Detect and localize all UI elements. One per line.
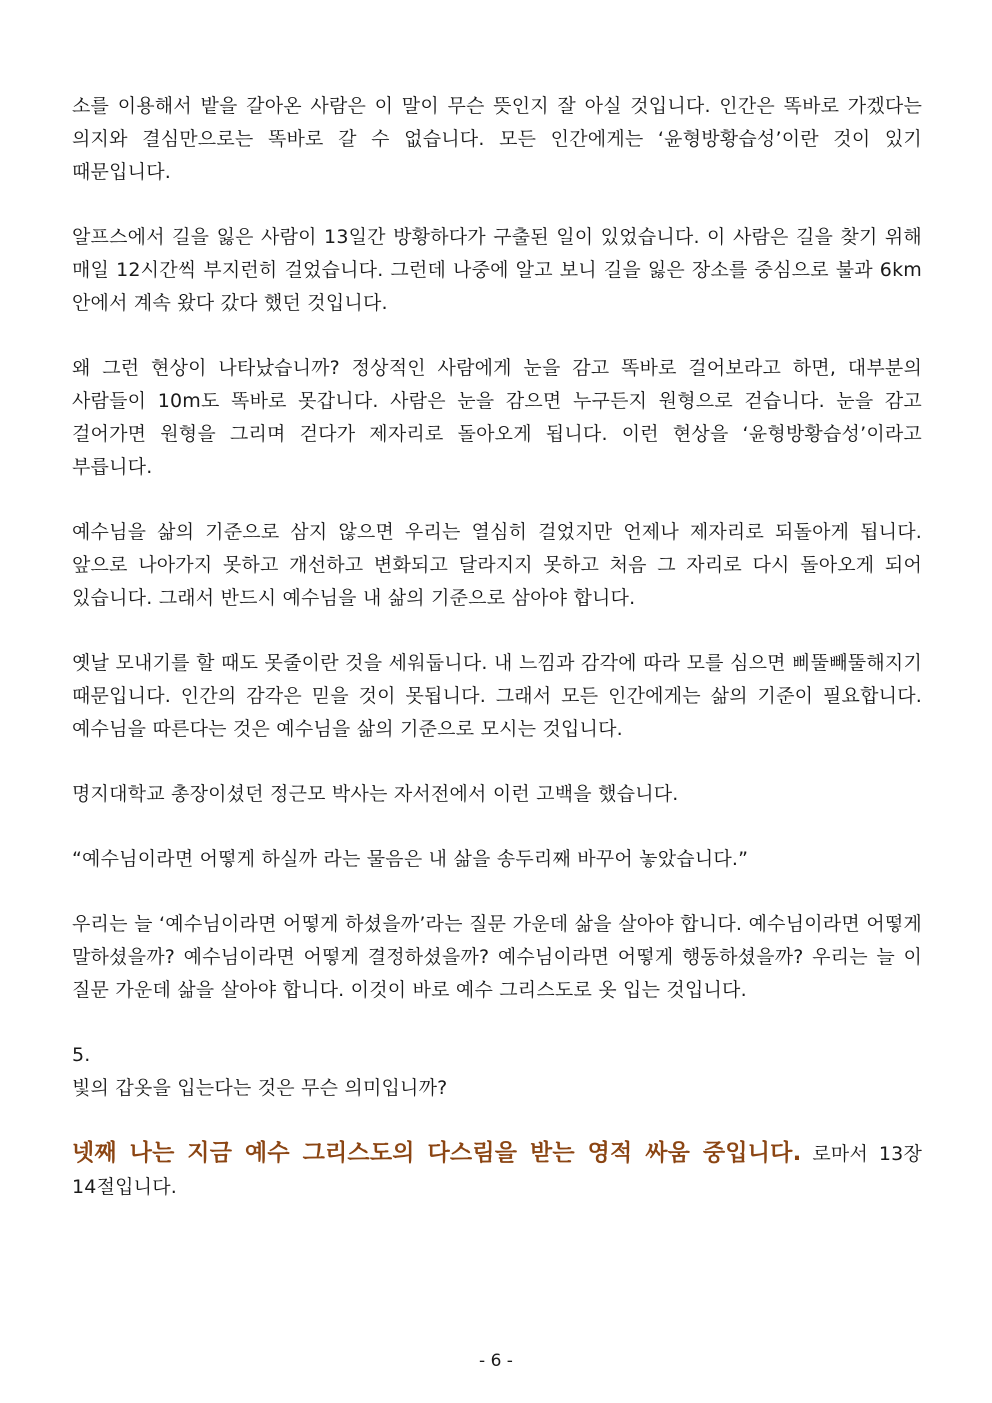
section-number: 5. [72,1044,91,1066]
paragraph-questions: 우리는 늘 ‘예수님이라면 어떻게 하셨을까’라는 질문 가운데 삶을 살아야 합니다. 예수님이라면 어떻게 말하셨을까? 예수님이라면 어떻게 결정하셨을까? 예수님이라면 어떻게 행동하셨을까? 우리는 늘 이 질문 가운데 삶을 살아야 합니다. 이것이 바로 예수 그리스도로 옷 입는 것입니다. [72,913,922,1001]
paragraph-rice-planting: 옛날 모내기를 할 때도 못줄이란 것을 세워둡니다. 내 느낌과 감각에 따라 모를 심으면 삐뚤빼뚤해지기 때문입니다. 인간의 감각은 믿을 것이 못됩니다. 그래서 모든 인간에게는 삶의 기준이 필요합니다. 예수님을 따른다는 것은 예수님을 삶의 기준으로 모시는 것입니다. [72,652,922,740]
paragraph-alps: 알프스에서 길을 잃은 사람이 13일간 방황하다가 구출된 일이 있었습니다. 이 사람은 길을 찾기 위해 매일 12시간씩 부지런히 걸었습니다. 그런데 나중에 알고 보니 길을 잃은 장소를 중심으로 불과 6km 안에서 계속 왔다 갔다 했던 것입니다. [72,226,922,314]
section-title: 빛의 갑옷을 입는다는 것은 무슨 의미입니까? [72,1077,448,1099]
page-number: - 6 - [479,1351,513,1371]
paragraph-emphasis [72,1137,922,1204]
emphasis-tail: 로마서 13장 14절입니다. [72,1143,922,1198]
paragraph-life-standard: 예수님을 삶의 기준으로 삼지 않으면 우리는 열심히 걸었지만 언제나 제자리로 되돌아게 됩니다. 앞으로 나아가지 못하고 개선하고 변화되고 달라지지 못하고 처음 그 자리로 다시 돌아오게 되어 있습니다. 그래서 반드시 예수님을 내 삶의 기준으로 삼아야 합니다. [72,521,922,609]
document-body [72,90,922,1236]
emphasis-text: 넷째 나는 지금 예수 그리스도의 다스림을 받는 영적 싸움 중입니다. [72,1140,802,1166]
paragraph-quote: “예수님이라면 어떻게 하실까 라는 물음은 내 삶을 송두리째 바꾸어 놓았습니다.” [72,848,749,870]
paragraph-confession-intro: 명지대학교 총장이셨던 정근모 박사는 자서전에서 이런 고백을 했습니다. [72,783,679,805]
paragraph-plowing: 소를 이용해서 밭을 갈아온 사람은 이 말이 무슨 뜻인지 잘 아실 것입니다. 인간은 똑바로 가겠다는 의지와 결심만으로는 똑바로 갈 수 없습니다. 모든 인간에게는 ‘윤형방황습성’이란 것이 있기 때문입니다. [72,95,922,183]
paragraph-circular-wandering: 왜 그런 현상이 나타났습니까? 정상적인 사람에게 눈을 감고 똑바로 걸어보라고 하면, 대부분의 사람들이 10m도 똑바로 못갑니다. 사람은 눈을 감으면 누구든지 원형으로 걷습니다. 눈을 감고 걸어가면 원형을 그리며 걷다가 제자리로 돌아오게 됩니다. 이런 현상을 ‘윤형방황습성’이라고 부릅니다. [72,357,922,478]
